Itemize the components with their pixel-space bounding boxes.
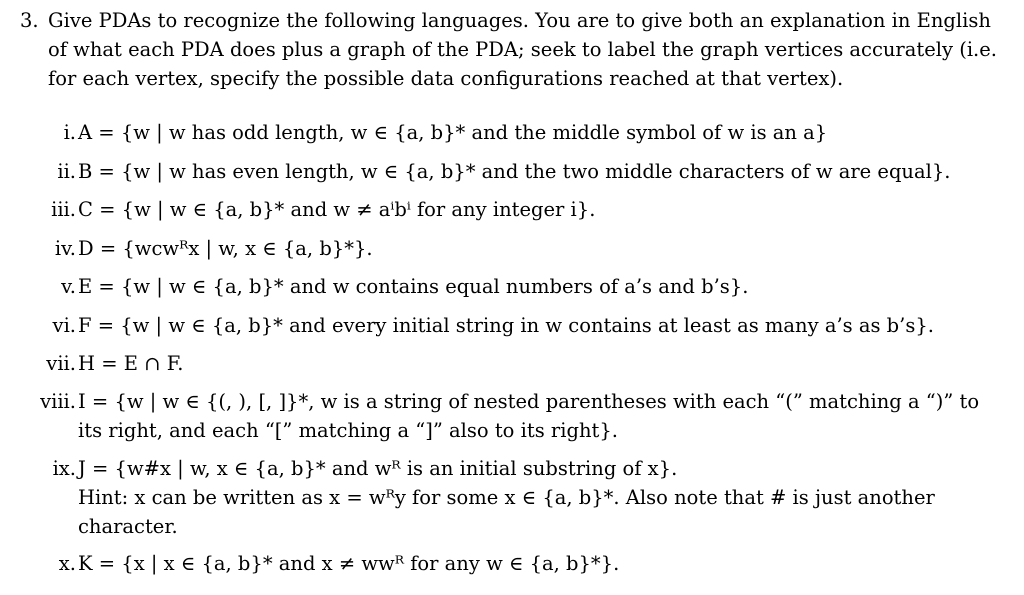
item-number: ii. [57, 160, 76, 183]
item-text [78, 454, 1002, 541]
item-text: A = {w | w has odd length, w ∈ {a, b}* and the middle symbol of w is an a} [78, 121, 828, 144]
item-text: C = {w | w ∈ {a, b}* and w ≠ aⁱbⁱ for any integer i}. [78, 198, 596, 221]
item-number: ix. [52, 457, 76, 480]
item-text: K = {x | x ∈ {a, b}* and x ≠ wwᴿ for any w ∈ {a, b}*}. [78, 552, 620, 575]
item-text: F = {w | w ∈ {a, b}* and every initial string in w contains at least as many a’s as b’s}. [78, 314, 934, 337]
problem-statement [20, 6, 1002, 93]
item-number: vi. [52, 314, 76, 337]
item-number: i. [63, 121, 76, 144]
item-line: Hint: x can be written as x = wᴿy for some x ∈ {a, b}*. Also note that # is just another [78, 486, 935, 509]
item-text: H = E ∩ F. [78, 352, 184, 375]
item-line: character. [78, 515, 178, 538]
item-number: iv. [54, 237, 76, 260]
item-text: B = {w | w has even length, w ∈ {a, b}* and the two middle characters of w are equal}. [78, 160, 951, 183]
item-line: J = {w#x | w, x ∈ {a, b}* and wᴿ is an initial substring of x}. [78, 457, 678, 480]
item-number: vii. [46, 352, 76, 375]
item-number: x. [58, 552, 76, 575]
problem-number: 3. [20, 9, 39, 32]
item-text: D = {wcwᴿx | w, x ∈ {a, b}*}. [78, 237, 373, 260]
item-text: E = {w | w ∈ {a, b}* and w contains equal numbers of a’s and b’s}. [78, 275, 749, 298]
problem-text: Give PDAs to recognize the following languages. You are to give both an explanation in English of what each PDA does plus a graph of the PDA; seek to label the graph vertices accurately (i.e. for each vertex, specify the possible data configurations reached at that vertex). [48, 9, 997, 90]
item-number: v. [61, 275, 76, 298]
item-number: viii. [40, 390, 76, 413]
item-text [78, 387, 1002, 445]
item-line: I = {w | w ∈ {(, ), [, ]}*, w is a string of nested parentheses with each “(” matching a “)” to [78, 390, 980, 413]
item-number: iii. [51, 198, 76, 221]
item-line: its right, and each “[” matching a “]” also to its right}. [78, 419, 618, 442]
